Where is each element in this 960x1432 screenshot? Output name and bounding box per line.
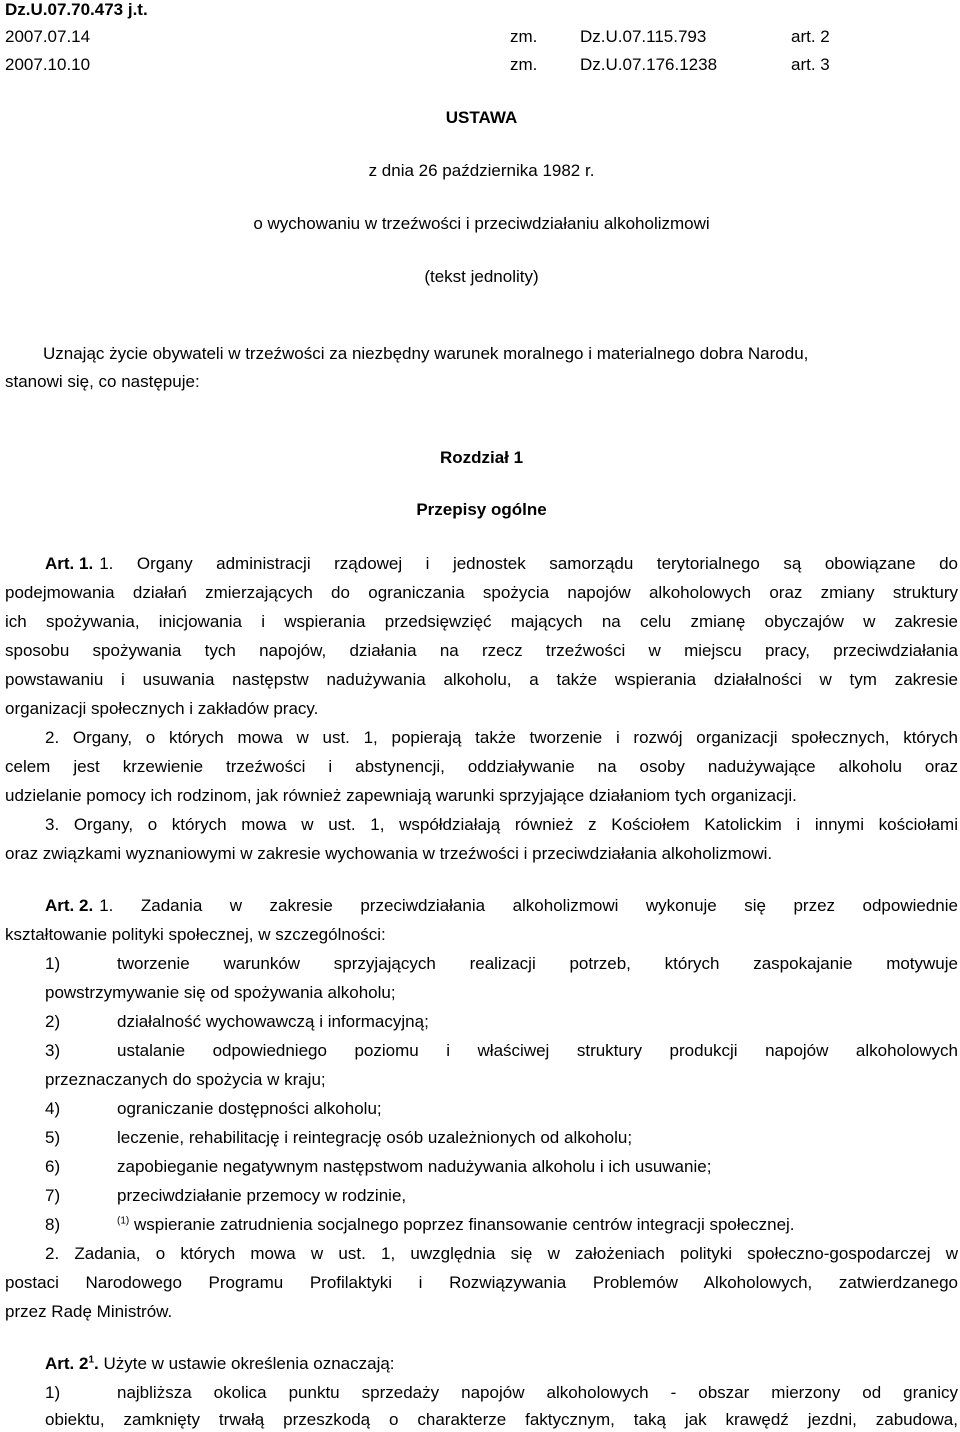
amendment-1-date: 2007.07.14 — [5, 27, 91, 46]
art1-p3-line-2: oraz związkami wyznaniowymi w zakresie wychowania w trzeźwości i przeciwdziałania alkoholizmowi. — [5, 844, 773, 863]
art1-p1-line-3: ich spożywania, inicjowania i wspierania przedsięwzięć mających na celu zmianę obyczajów w zakresie — [5, 612, 958, 631]
act-variant: (tekst jednolity) — [424, 267, 539, 286]
art2-item-3-number: 3) — [45, 1041, 61, 1060]
art2-item-5-number: 5) — [45, 1128, 61, 1147]
art2-item-2 — [45, 1012, 429, 1032]
art2-1-label-text: Art. 2 — [45, 1354, 89, 1373]
act-date: z dnia 26 października 1982 r. — [368, 161, 595, 180]
amendment-2-zm: zm. — [510, 55, 538, 74]
act-kind: USTAWA — [445, 108, 518, 127]
art2-1-item-1-number: 1) — [45, 1383, 61, 1402]
art2-p2-line-1: 2. Zadania, o których mowa w ust. 1, uwzględnia się w założeniach polityki społeczno-gospodarczej w — [45, 1244, 958, 1263]
art2-label: Art. 2. — [45, 896, 94, 915]
art2-p2-line-2: postaci Narodowego Programu Profilaktyki i Rozwiązywania Problemów Alkoholowych, zatwierdzanego — [5, 1273, 958, 1292]
art2-item-8-number: 8) — [45, 1215, 61, 1234]
art2-p2-line-3: przez Radę Ministrów. — [5, 1302, 173, 1321]
art2-1-label-sup: 1 — [88, 1354, 95, 1366]
art2-1-item-1-line-1: najbliższa okolica punktu sprzedaży napojów alkoholowych - obszar mierzony od granicy — [117, 1383, 958, 1402]
art1-p1-line-1: 1. Organy administracji rządowej i jednostek samorządu terytorialnego są obowiązane do — [99, 554, 958, 573]
art1-p3-line-1: 3. Organy, o których mowa w ust. 1, współdziałają również z Kościołem Katolickim i innymi kościołami — [45, 815, 958, 834]
art2-1-label-dot: . — [94, 1354, 99, 1373]
amendment-1-ref: Dz.U.07.115.793 — [580, 27, 707, 46]
art2-p1-line-1: 1. Zadania w zakresie przeciwdziałania alkoholizmowi wykonuje się przez odpowiednie — [99, 896, 958, 915]
art2-1-label — [45, 1354, 99, 1373]
art2-item-6-number: 6) — [45, 1157, 61, 1176]
footnote-marker: (1) — [117, 1215, 130, 1227]
art2-item-5 — [45, 1128, 632, 1148]
art2-item-4-text: ograniczanie dostępności alkoholu; — [117, 1099, 382, 1118]
journal-reference: Dz.U.07.70.473 j.t. — [5, 0, 148, 19]
art2-item-4-number: 4) — [45, 1099, 61, 1118]
art2-item-2-number: 2) — [45, 1012, 61, 1031]
amendment-2-date: 2007.10.10 — [5, 55, 91, 74]
art1-p1-line-6: organizacji społecznych i zakładów pracy. — [5, 699, 319, 718]
art2-item-3-line-1: ustalanie odpowiedniego poziomu i właściwej struktury produkcji napojów alkoholowych — [117, 1041, 958, 1060]
art2-item-2-text: działalność wychowawczą i informacyjną; — [117, 1012, 429, 1031]
art1-p2-line-2: celem jest krzewienie trzeźwości i abstynencji, oddziaływanie na osoby nadużywające alkoholu oraz — [5, 757, 958, 776]
art1-label: Art. 1. — [45, 554, 94, 573]
preamble-line-2: stanowi się, co następuje: — [5, 372, 200, 391]
art2-item-4 — [45, 1099, 382, 1119]
act-subject: o wychowaniu w trzeźwości i przeciwdziałaniu alkoholizmowi — [253, 214, 710, 233]
art2-item-8-text: wspieranie zatrudnienia socjalnego poprzez finansowanie centrów integracji społecznej. — [133, 1215, 795, 1234]
art2-item-1-number: 1) — [45, 954, 61, 973]
art2-1-item-1 — [45, 1383, 958, 1403]
art2-item-7 — [45, 1186, 406, 1206]
chapter-number: Rozdział 1 — [439, 448, 524, 467]
art2-item-3 — [45, 1041, 958, 1061]
art2-item-6-text: zapobieganie negatywnym następstwom nadużywania alkoholu i ich usuwanie; — [117, 1157, 712, 1176]
art2-item-1-line-2: powstrzymywanie się od spożywania alkoholu; — [45, 983, 396, 1002]
art2-item-1-line-1: tworzenie warunków sprzyjających realizacji potrzeb, których zaspokajanie motywuje — [117, 954, 958, 973]
art1-p2-line-1: 2. Organy, o których mowa w ust. 1, popierają także tworzenie i rozwój organizacji społecznych, których — [45, 728, 958, 747]
art1-p1-line-4: sposobu spożywania tych napojów, działania na rzecz trzeźwości w miejscu pracy, przeciwdziałania — [5, 641, 958, 660]
art2-first-line — [45, 896, 958, 916]
art2-item-7-text: przeciwdziałanie przemocy w rodzinie, — [117, 1186, 407, 1205]
chapter-name: Przepisy ogólne — [416, 500, 547, 519]
art2-1-item-1-line-2: obiektu, zamknięty trwałą przeszkodą o charakterze faktycznym, taką jak krawędź jezdni, zabudowa, — [45, 1410, 958, 1429]
art1-first-line — [45, 554, 958, 574]
art2-item-7-number: 7) — [45, 1186, 61, 1205]
art2-item-3-line-2: przeznaczanych do spożycia w kraju; — [45, 1070, 326, 1089]
amendment-1-zm: zm. — [510, 27, 538, 46]
art1-p1-line-2: podejmowania działań zmierzających do ograniczania spożycia napojów alkoholowych oraz zmiany struktury — [5, 583, 958, 602]
art2-1-intro: Użyte w ustawie określenia oznaczają: — [103, 1354, 395, 1373]
art2-item-1 — [45, 954, 958, 974]
art2-item-6 — [45, 1157, 711, 1177]
amendment-2-art: art. 3 — [791, 55, 830, 74]
art2-item-5-text: leczenie, rehabilitację i reintegrację osób uzależnionych od alkoholu; — [117, 1128, 633, 1147]
art2-1-first-line — [45, 1354, 395, 1374]
amendment-1-art: art. 2 — [791, 27, 830, 46]
art1-p2-line-3: udzielanie pomocy ich rodzinom, jak również zapewniają warunki sprzyjające działaniom tych organizacji. — [5, 786, 797, 805]
preamble-line-1: Uznając życie obywateli w trzeźwości za niezbędny warunek moralnego i materialnego dobra Narodu, — [43, 344, 809, 363]
art2-item-8 — [45, 1215, 795, 1235]
amendment-2-ref: Dz.U.07.176.1238 — [580, 55, 718, 74]
art1-p1-line-5: powstawaniu i usuwania następstw nadużywania alkoholu, a także wspierania działalności w tym zakresie — [5, 670, 958, 689]
art2-p1-line-2: kształtowanie polityki społecznej, w szczególności: — [5, 925, 386, 944]
